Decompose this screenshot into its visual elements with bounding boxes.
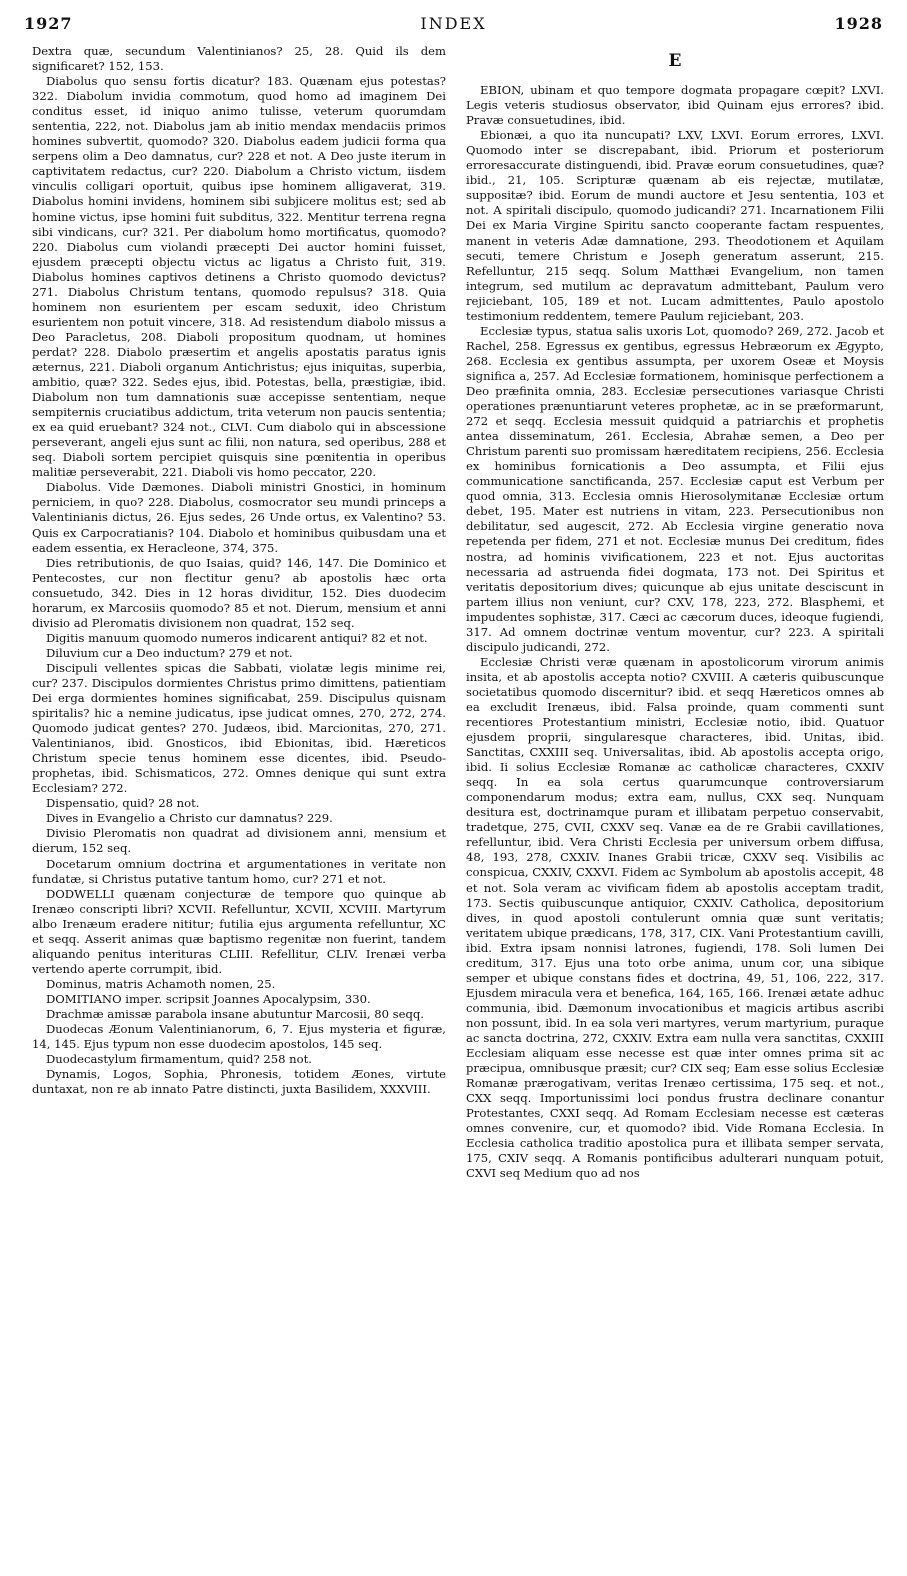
- page-number-right: 1928: [834, 14, 883, 33]
- index-entry: Diabolus. Vide Dæmones. Diaboli ministri Gnostici, in hominum perniciem, in quo? 228. Diabolus, cosmocrator seu mundi princeps a Valentinianis dictus, 26. Ejus sedes, 26 Unde ortus, ex Valentino? 53. Quis ex Carpocratianis? 104. Diabolo et hominibus quibusdam una et eadem essentia, ex Heracleone, 374, 375.: [32, 480, 446, 555]
- index-entry: Dies retributionis, de quo Isaias, quid? 146, 147. Die Dominico et Pentecostes, cur non flectitur genu? ab apostolis hæc orta consuetudo, 342. Dies in 12 horas dividitur, 152. Dies duodecim horarum, ex Marcosiis quomodo? 85 et not. Dierum, mensium et anni divisio ad Pleromatis divisionem non quadrat, 152 seq.: [32, 555, 446, 630]
- index-entry: Ebionæi, a quo ita nuncupati? LXV, LXVI. Eorum errores, LXVI. Quomodo inter se discrepabant, ibid. Priorum et posteriorum erroresaccurate distinguendi, ibid. Pravæ eorum consuetudines, quæ? ibid., 21, 105. Scripturæ quænam ab eis rejectæ, mutilatæ, suppositæ? ibid. Eorum de mundi auctore et Jesu sententia, 103 et not. A spiritali discipulo, quomodo judicandi? 271. Incarnationem Filii Dei ex Maria Virgine Spiritu sancto cooperante factam respuentes, manent in veteris Adæ damnatione, 293. Theodotionem et Aquilam secuti, temere Christum e Joseph generatum asserunt, 215. Refelluntur, 215 seqq. Solum Matthæi Evangelium, non tamen integrum, sed mutilum ac depravatum admittebant, Paulum vero rejiciebant, 105, 189 et not. Lucam admittentes, Paulo apostolo testimonium reddentem, temere Paulum rejiciebant, 203.: [466, 128, 884, 323]
- index-entry: Duodecas Æonum Valentinianorum, 6, 7. Ejus mysteria et figuræ, 14, 145. Ejus typum non esse duodecim apostolos, 145 seq.: [32, 1022, 446, 1052]
- running-header: [24, 14, 883, 40]
- right-column: [466, 44, 884, 1181]
- index-entry: EBION, ubinam et quo tempore dogmata propagare cœpit? LXVI. Legis veteris studiosus observator, ibid Quinam ejus errores? ibid. Pravæ consuetudines, ibid.: [466, 83, 884, 128]
- index-entry: Diluvium cur a Deo inductum? 279 et not.: [46, 645, 293, 660]
- index-entry: Dynamis, Logos, Sophia, Phronesis, totidem Æones, virtute duntaxat, non re ab innato Patre distincti, juxta Basilidem, XXXVIII.: [32, 1067, 446, 1097]
- index-entry: Docetarum omnium doctrina et argumentationes in veritate non fundatæ, si Christus putative tantum homo, cur? 271 et not.: [32, 856, 446, 886]
- index-entry: Dominus, matris Achamoth nomen, 25.: [46, 976, 276, 991]
- index-entry: Discipuli vellentes spicas die Sabbati, violatæ legis minime rei, cur? 237. Discipulos dormientes Christus primo dimittens, patientiam Dei erga dormientes homines significabat, 259. Discipulus quisnam spiritalis? hic a nemine judicatus, ipse judicat omnes, 270, 272, 274. Quomodo judicat gentes? 270. Judæos, ibid. Marcionitas, 270, 271. Valentinianos, ibid. Gnosticos, ibid Ebionitas, ibid. Hæreticos Christum specie tenus hominem esse dicentes, ibid. Pseudo-prophetas, ibid. Schismaticos, 272. Omnes denique qui sunt extra Ecclesiam? 272.: [32, 660, 446, 796]
- index-entry: Dextra quæ, secundum Valentinianos? 25, 28. Quid ils dem significaret? 152, 153.: [32, 44, 446, 74]
- section-letter-heading: E: [668, 51, 682, 71]
- index-entry: DODWELLI quænam conjecturæ de tempore quo quinque ab Irenæo conscripti libri? XCVII. Refelluntur, XCVII, XCVIII. Martyrum albo Irenæum eradere nititur; futilia ejus argumenta refelluntur, XC et seqq. Asserit animas quæ baptismo regenitæ non fuerint, tandem aliquando penitus interituras CLIII. Refellitur, CLIV. Irenæi verba vertendo aperte corrumpit, ibid.: [32, 886, 446, 976]
- index-entry: Divisio Pleromatis non quadrat ad divisionem anni, mensium et dierum, 152 seq.: [32, 826, 446, 856]
- index-entry: Ecclesiæ typus, statua salis uxoris Lot, quomodo? 269, 272. Jacob et Rachel, 258. Egressus ex gentibus, egressus Hebræorum ex Ægypto, 268. Ecclesia ex gentibus assumpta, per uxorem Oseæ et Moysis significa a, 257. Ad Ecclesiæ formationem, hominisque perfectionem a Deo præfinita omnia, 283. Ecclesiæ persecutiones variasque Christi operationes prænuntiarunt veteres prophetæ, ac in se præformarunt, 272 et seqq. Ecclesia messuit quidquid a patriarchis et prophetis antea disseminatum, 261. Ecclesia, Abrahæ semen, a Deo per Christum parenti suo promissam hæreditatem recipiens, 256. Ecclesia ex hominibus fornicationis a Deo assumpta, et Filii ejus communicatione sanctificanda, 257. Ecclesiæ caput est Verbum per quod omnia, 313. Ecclesia omnis Hierosolymitanæ Ecclesiæ ortum debet, 195. Mater est nutriens in vitam, 223. Persecutionibus non debilitatur, sed augescit, 272. Ab Ecclesia virgine generatio nova repetenda per fidem, 271 et not. Ecclesiæ munus Dei creditum, fides nostra, ad hominis vivificationem, 223 et not. Ejus auctoritas necessaria ad astruenda fidei dogmata, 173 not. Dei Spiritus et veritatis depositorium dives; quicunque ab ejus unitate desciscunt in partem illius non veniunt, cur? CXV, 178, 223, 272. Blasphemi, et impudentes sophistæ, 317. Cæci ac cæcorum duces, ideoque fugiendi, 317. Ad omnem doctrinæ ventum moventur, cur? 223. A spiritali discipulo judicandi, 272.: [466, 323, 884, 654]
- page-number-left: 1927: [24, 14, 73, 33]
- index-entry: Dispensatio, quid? 28 not.: [46, 796, 200, 811]
- left-column: [32, 44, 446, 1097]
- index-entry: Dives in Evangelio a Christo cur damnatus? 229.: [46, 811, 333, 826]
- index-entry: Digitis manuum quomodo numeros indicarent antiqui? 82 et not.: [46, 630, 428, 645]
- index-entry: Diabolus quo sensu fortis dicatur? 183. Quænam ejus potestas? 322. Diabolum invidia commotum, quod homo ad imaginem Dei conditus esset, id iniquo animo tulisse, veterum quorumdam sententia, 222, not. Diabolus jam ab initio mendax mendaciis primos homines subvertit, quomodo? 320. Diabolus eadem judicii forma qua serpens olim a Deo damnatus, cur? 228 et not. A Deo juste iterum in captivitatem redactus, cur? 220. Diabolum a Christo victum, iisdem vinculis colligari oportuit, quibus ipse hominem alligaverat, 319. Diabolus homini invidens, hominem sibi subjicere molitus est; sed ab homine victus, ipse homini fuit subditus, 322. Mentitur terrena regna sibi vindicans, cur? 321. Per diabolum homo mortificatus, quomodo? 220. Diabolus cum violandi præcepti Dei auctor homini fuisset, ejusdem præcepti objectu victus ac ligatus a Christo fuit, 319. Diabolus homines captivos detinens a Christo quomodo devictus? 271. Diabolus Christum tentans, quomodo repulsus? 318. Quia hominem non esurientem per escam seduxit, ideo Christum esurientem non potuit vincere, 318. Ad resistendum diabolo missus a Deo Paracletus, 208. Diaboli propositum quodnam, ut homines perdat? 228. Diabolo præsertim et angelis apostatis paratus ignis æternus, 221. Diaboli organum Antichristus; ejus iniquitas, superbia, ambitio, quæ? 322. Sedes ejus, ibid. Potestas, bella, præstigiæ, ibid. Diabolum non tum damnationis suæ accepisse sententiam, neque sempiternis cruciatibus addictum, trita veterum non paucis sententia; ex ea quid eruebant? 324 not., CLVI. Cum diabolo qui in abscessione perseverant, angeli ejus sunt ac filii, non natura, sed operibus, 288 et seq. Diaboli sortem percipiet quisquis sine pœnitentia in operibus malitiæ perseverabit, 221. Diaboli vis homo peccator, 220.: [32, 74, 446, 480]
- index-entry: Drachmæ amissæ parabola insane abutuntur Marcosii, 80 seqq.: [46, 1007, 424, 1021]
- running-title: INDEX: [420, 14, 487, 33]
- index-entry: Ecclesiæ Christi veræ quænam in apostolicorum virorum animis insita, et ab apostolis accepta notio? CXVIII. A cæteris quibuscunque societatibus quomodo discernitur? ibid. et seqq Hæreticos omnes ab ea excludit Irenæus, ibid. Falsa proinde, quam commenti sunt recentiores Protestantium ministri, Ecclesiæ notio, ibid. Quatuor ejusdem proprii, singularesque characteres, ibid. Unitas, ibid. Sanctitas, CXXIII seq. Universalitas, ibid. Ab apostolis accepta origo, ibid. Ii solius Ecclesiæ Romanæ ac catholicæ characteres, CXXIV seqq. In ea sola certus quarumcunque controversiarum componendarum modus; extra eam, nullus, CXX seq. Nunquam desitura est, doctrinamque puram et illibatam perpetuo conservabit, tradetque, 275, CVII, CXXV seq. Vanæ ea de re Grabii cavillationes, refelluntur, ibid. Vera Christi Ecclesia per universum orbem diffusa, 48, 193, 278, CXXIV. Inanes Grabii tricæ, CXXV seq. Visibilis ac conspicua, CXXIV, CXXVI. Fidem ac Symbolum ab apostolis accepit, 48 et not. Sola veram ac vivificam fidem ab apostolis acceptam tradit, 173. Sectis quibuscunque antiquior, CXXIV. Catholica, depositorium dives, in quod apostoli contulerunt omnia quæ sunt veritatis; veritatem ubique prædicans, 178, 317, CIX. Vani Protestantium cavilli, ibid. Extra ipsam nonnisi latrones, fugiendi, 178. Soli lumen Dei creditum, 317. Ejus una toto orbe anima, unum cor, una sibique semper et ubique constans fides et doctrina, 49, 51, 106, 222, 317. Ejusdem miracula vera et benefica, 164, 165, 166. Irenæi ætate adhuc communia, ibid. Dæmonum invocationibus et magicis artibus ascribi non possunt, ibid. In ea sola veri martyres, verum martyrium, puraque ac sancta doctrina, 272, CXXIV. Extra eam nulla vera sanctitas, CXXIII Ecclesiam aliquam esse necesse est quæ inter omnes prima sit ac præcipua, omnibusque præsit; cur? CIX seq; Eam esse solius Ecclesiæ Romanæ prærogativam, veritas Irenæo certissima, 175 seq. et not., CXX seqq. Importunissimi loci pondus frustra declinare conantur Protestantes, CXXI seqq. Ad Romam Ecclesiam necesse est cæteras omnes convenire, cur, et quomodo? ibid. Vide Romana Ecclesia. In Ecclesia catholica traditio apostolica pura et illibata semper servata, 175, CXIV seqq. A Romanis pontificibus adulterari nunquam potuit, CXVI seq Medium quo ad nos: [466, 654, 884, 1181]
- index-entry: DOMITIANO imper. scripsit Joannes Apocalypsim, 330.: [46, 991, 371, 1006]
- index-entry: Duodecastylum firmamentum, quid? 258 not.: [46, 1052, 312, 1067]
